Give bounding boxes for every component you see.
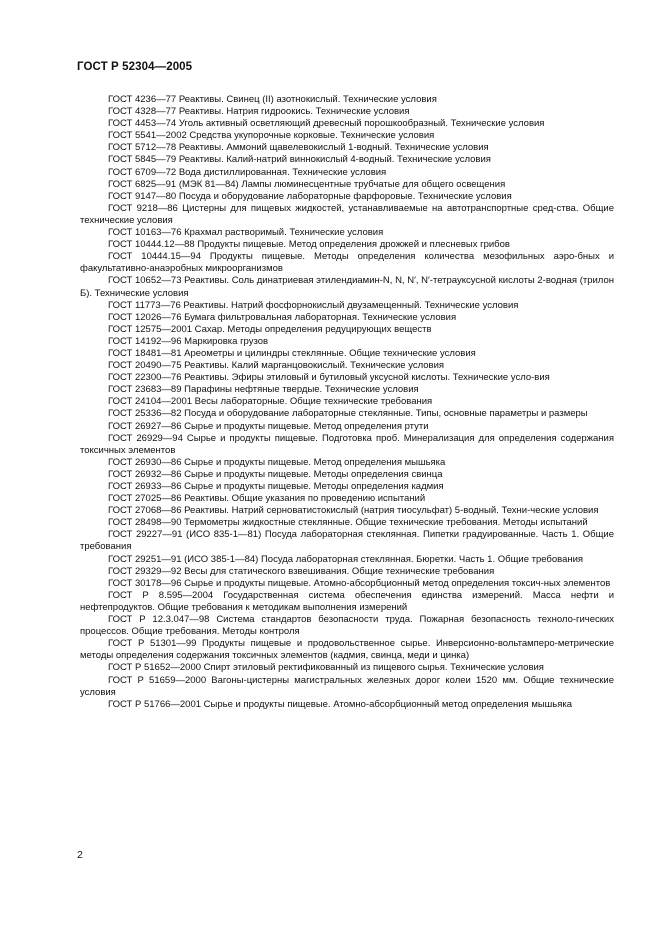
reference-entry: ГОСТ 20490—75 Реактивы. Калий марганцовокислый. Технические условия <box>108 360 445 372</box>
reference-entry: ГОСТ 4453—74 Уголь активный осветляющий древесный порошкообразный. Технические условия <box>108 118 545 130</box>
reference-entry: ГОСТ 26927—86 Сырье и продукты пищевые. Метод определения ртути <box>108 420 429 432</box>
reference-entry: ГОСТ 26933—86 Сырье и продукты пищевые. Методы определения кадмия <box>108 481 444 492</box>
reference-entry: ГОСТ 6825—91 (МЭК 81—84) Лампы люминесцентные трубчатые для общего освещения <box>108 178 506 190</box>
reference-entry: ГОСТ 24104—2001 Весы лабораторные. Общие технические требования <box>108 396 433 408</box>
reference-entry: ГОСТ 5845—79 Реактивы. Калий-натрий виннокислый 4-водный. Технические условия <box>108 154 491 166</box>
reference-entry: ГОСТ 10163—76 Крахмал растворимый. Технические условия <box>108 227 384 239</box>
reference-entry: ГОСТ 6709—72 Вода дистиллированная. Технические условия <box>108 166 387 178</box>
reference-entry: ГОСТ Р 51766—2001 Сырье и продукты пищевые. Атомно-абсорбционный метод определения мышьяка <box>108 698 573 710</box>
reference-entry: ГОСТ Р 51301—99 Продукты пищевые и продовольственное сырье. Инверсионно-вольтамперо-метрические методы определения содержания токсичных элементов (кадмия, свинца, меди и цинка) <box>80 638 614 662</box>
page-number: 2 <box>77 849 83 861</box>
reference-entry: ГОСТ 4328—77 Реактивы. Натрия гидроокись. Технические условия <box>108 106 410 118</box>
reference-entry: ГОСТ 12026—76 Бумага фильтровальная лабораторная. Технические условия <box>108 311 457 323</box>
document-header: ГОСТ Р 52304—2005 <box>77 61 193 73</box>
reference-entry: ГОСТ 27025—86 Реактивы. Общие указания по проведению испытаний <box>108 493 426 505</box>
reference-entry: ГОСТ 26932—86 Сырье и продукты пищевые. Методы определения свинца <box>108 468 443 480</box>
reference-entry: ГОСТ Р 51659—2000 Вагоны-цистерны магистральных железных дорог колеи 1520 мм. Общие технические условия <box>80 674 614 698</box>
reference-entry: ГОСТ 9218—86 Цистерны для пищевых жидкостей, устанавливаемые на автотранспортные сред-ства. Общие технические условия <box>80 202 614 226</box>
reference-entry: ГОСТ 23683—89 Парафины нефтяные твердые. Технические условия <box>108 384 419 396</box>
reference-entry: ГОСТ Р 12.3.047—98 Система стандартов безопасности труда. Пожарная безопасность техноло-гических процессов. Общие требования. Методы контроля <box>80 614 614 638</box>
reference-entry: ГОСТ 28498—90 Термометры жидкостные стеклянные. Общие технические требования. Методы испытаний <box>108 517 588 529</box>
reference-entry: ГОСТ Р 51652—2000 Спирт этиловый ректификованный из пищевого сырья. Технические условия <box>108 662 544 674</box>
reference-entry: ГОСТ 29227—91 (ИСО 835-1—81) Посуда лабораторная стеклянная. Пипетки градуированные. Часть 1. Общие требования <box>80 529 614 553</box>
reference-entry: ГОСТ 10444.12—88 Продукты пищевые. Метод определения дрожжей и плесневых грибов <box>108 239 510 251</box>
reference-entry: ГОСТ 12575—2001 Сахар. Методы определения редуцирующих веществ <box>108 323 432 335</box>
reference-entry: ГОСТ 29329—92 Весы для статического взвешивания. Общие технические требования <box>108 565 495 577</box>
reference-entry: ГОСТ 5712—78 Реактивы. Аммоний щавелевокислый 1-водный. Технические условия <box>108 142 489 154</box>
reference-entry: ГОСТ 5541—2002 Средства укупорочные корковые. Технические условия <box>108 130 435 142</box>
reference-entry: ГОСТ Р 8.595—2004 Государственная система обеспечения единства измерений. Масса нефти и нефтепродуктов. Общие требования к методикам выполнения измерений <box>80 589 614 613</box>
reference-entry: ГОСТ 26929—94 Сырье и продукты пищевые. Подготовка проб. Минерализация для определения содержания токсичных элементов <box>80 432 614 456</box>
reference-entry: ГОСТ 26930—86 Сырье и продукты пищевые. Метод определения мышьяка <box>108 456 446 468</box>
reference-entry: ГОСТ 27068—86 Реактивы. Натрий серноватистокислый (натрия тиосульфат) 5-водный. Техни-ческие условия <box>108 505 599 517</box>
reference-entry: ГОСТ 29251—91 (ИСО 385-1—84) Посуда лабораторная стеклянная. Бюретки. Часть 1. Общие требования <box>108 553 584 565</box>
reference-entry: ГОСТ 10652—73 Реактивы. Соль динатриевая этилендиамин-N, N, N′, N′-тетрауксусной кислоты 2-водная (трилон Б). Технические условия <box>80 275 614 299</box>
reference-entry: ГОСТ 4236—77 Реактивы. Свинец (II) азотнокислый. Технические условия <box>108 94 437 105</box>
reference-entry: ГОСТ 30178—96 Сырье и продукты пищевые. Атомно-абсорбционный метод определения токсич-ных элементов <box>108 577 611 589</box>
reference-entry: ГОСТ 14192—96 Маркировка грузов <box>108 335 269 347</box>
reference-entry: ГОСТ 9147—80 Посуда и оборудование лабораторные фарфоровые. Технические условия <box>108 190 512 202</box>
reference-entry: ГОСТ 11773—76 Реактивы. Натрий фосфорнокислый двузамещенный. Технические условия <box>108 299 519 311</box>
reference-entry: ГОСТ 18481—81 Ареометры и цилиндры стеклянные. Общие технические условия <box>108 347 476 359</box>
reference-entry: ГОСТ 22300—76 Реактивы. Эфиры этиловый и бутиловый уксусной кислоты. Технические усло-вия <box>108 372 550 384</box>
reference-entry: ГОСТ 10444.15—94 Продукты пищевые. Методы определения количества мезофильных аэро-бных и факультативно-анаэробных микроорганизмов <box>80 251 614 275</box>
reference-entry: ГОСТ 25336—82 Посуда и оборудование лабораторные стеклянные. Типы, основные параметры и размеры <box>108 408 588 420</box>
normative-references-list <box>80 94 614 711</box>
